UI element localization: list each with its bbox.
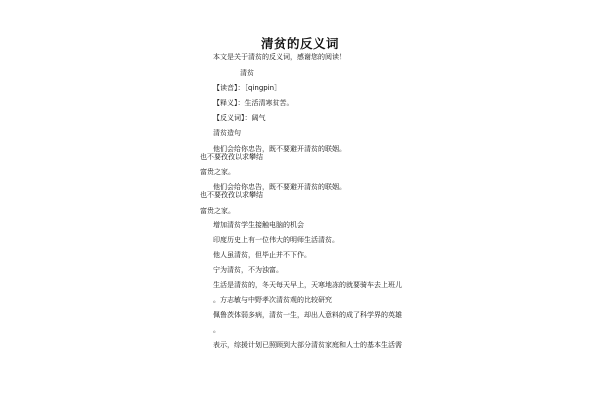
example-line: 富贵之家。: [200, 168, 235, 176]
antonym-line: 【反义词】：阔气: [213, 114, 266, 122]
example-line: 增加清贫学生接触电脑的机会: [213, 221, 304, 229]
example-line: 佩鲁茨体弱多病，清贫一生，却出人意料的成了科学界的英雄: [213, 311, 402, 319]
example-line: 他们会给你忠告，既不要避开清贫的联姻。: [213, 183, 346, 191]
definition-line: 【释义】：生活清寒贫苦。: [213, 99, 294, 107]
example-line: 富贵之家。: [200, 207, 235, 215]
example-line: 他们会给你忠告，既不要避开清贫的联姻。: [213, 145, 346, 153]
example-line: 他人虽清贫，但毕止并不下作。: [213, 251, 311, 259]
pronunciation-line: 【读音】：［qingpin］: [213, 84, 282, 92]
term-heading: 清贫: [240, 69, 254, 77]
example-line: 也不要孜孜以求攀结: [200, 191, 263, 199]
intro-line: 本文是关于清贫的反义词，感谢您的阅读！: [213, 53, 346, 61]
document-title: 清贫的反义词: [260, 36, 339, 51]
sentence-heading: 清贫造句: [213, 129, 241, 137]
example-line: 生活是清贫的，冬天每天早上，天寒地冻的就要骑车去上班儿: [213, 281, 402, 289]
example-line: 。方志敏与中野孝次清贫观的比较研究: [213, 296, 332, 304]
example-line: 。: [213, 326, 220, 334]
example-line: 宁为清贫，不为浊富。: [213, 266, 283, 274]
example-line: 表示，综援计划已照顾到大部分清贫家庭和人士的基本生活需: [213, 341, 402, 349]
example-line: 印度历史上有一位伟大的明师生活清贫。: [213, 236, 339, 244]
example-line: 也不要孜孜以求攀结: [200, 153, 263, 161]
